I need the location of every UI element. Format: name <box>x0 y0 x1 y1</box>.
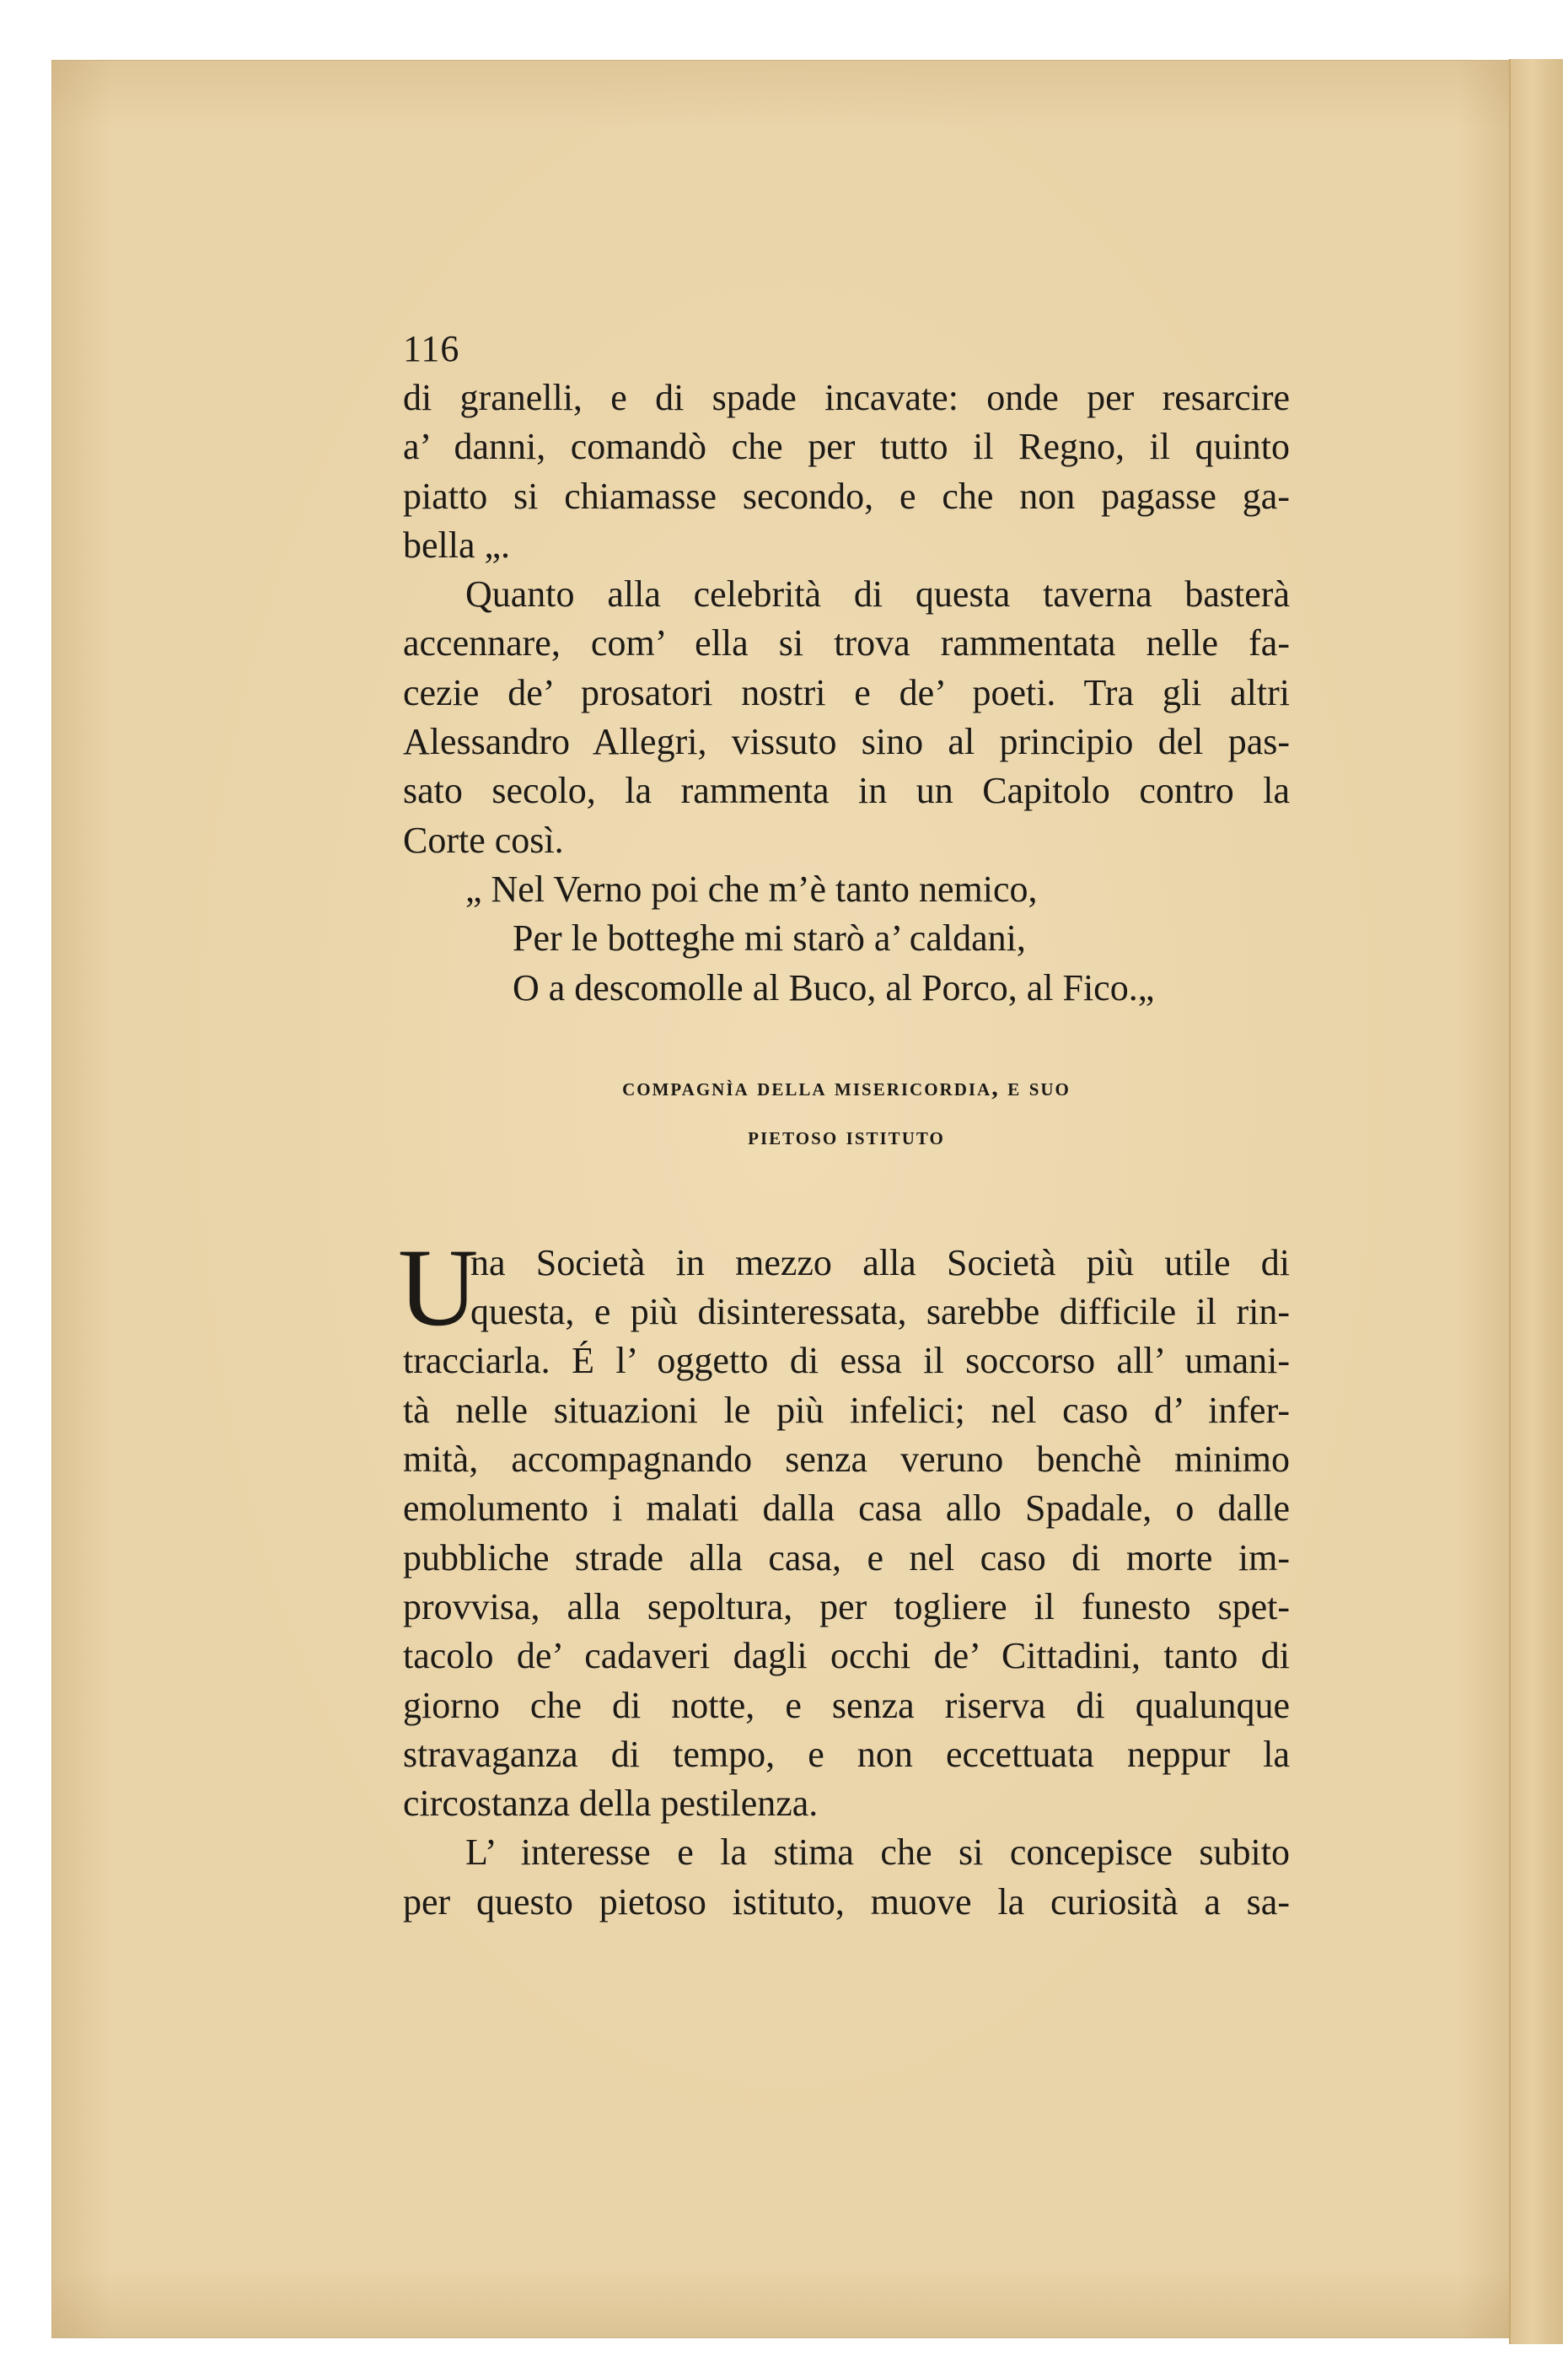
text-line: piatto si chiamasse secondo, e che non pagasse ga- <box>403 475 1290 517</box>
text-line: mità, accompagnando senza veruno benchè minimo <box>403 1439 1290 1481</box>
paragraph-2 <box>403 570 1290 865</box>
text-line: pubbliche strade alla casa, e nel caso di morte im- <box>403 1536 1290 1578</box>
paragraph-1 <box>403 374 1290 570</box>
text-line: per questo pietoso istituto, muove la curiosità a sa- <box>403 1880 1290 1923</box>
section-heading-line-1: compagnìa della misericordia, e suo <box>622 1073 1071 1101</box>
verse-quotation <box>403 865 1290 1013</box>
text-line: Corte così. <box>403 819 564 861</box>
text-line: bella „. <box>403 524 511 566</box>
text-line: na Società in mezzo alla Società più utile di <box>470 1241 1290 1283</box>
text-line: emolumento i malati dalla casa allo Spadale, o dalle <box>403 1487 1290 1530</box>
text-line: provvisa, alla sepoltura, per togliere il funesto spet- <box>403 1585 1290 1627</box>
facing-page-edge <box>1509 59 1563 2344</box>
paragraph-4 <box>403 1828 1290 1927</box>
section-heading-line-2: pietoso istituto <box>748 1121 945 1150</box>
text-line: sato secolo, la rammenta in un Capitolo contro la <box>403 770 1290 812</box>
text-line: Alessandro Allegri, vissuto sino al principio del pas- <box>403 721 1290 763</box>
text-line: questa, e più disinteressata, sarebbe difficile il rin- <box>470 1291 1290 1333</box>
page-number: 116 <box>403 328 460 369</box>
verse-line: O a descomolle al Buco, al Porco, al Fico.„ <box>513 966 1155 1008</box>
drop-cap: U <box>398 1224 479 1349</box>
section-heading <box>403 1063 1290 1161</box>
text-line: stravaganza di tempo, e non eccettuata neppur la <box>403 1733 1290 1775</box>
text-line: a’ danni, comandò che per tutto il Regno, il quinto <box>403 426 1290 468</box>
verse-line: Per le botteghe mi starò a’ caldani, <box>513 917 1026 960</box>
verse-line: „ Nel Verno poi che m’è tanto nemico, <box>465 868 1038 910</box>
text-line: circostanza della pestilenza. <box>403 1783 819 1825</box>
text-line: L’ interesse e la stima che si concepisce subito <box>465 1831 1290 1874</box>
text-line: tacolo de’ cadaveri dagli occhi de’ Cittadini, tanto di <box>403 1635 1290 1677</box>
paragraph-3 <box>398 1224 1290 1829</box>
text-line: tà nelle situazioni le più infelici; nel caso d’ infer- <box>403 1389 1290 1431</box>
text-line: Quanto alla celebrità di questa taverna basterà <box>465 573 1290 616</box>
text-line: accennare, com’ ella si trova rammentata nelle fa- <box>403 622 1290 664</box>
text-line: di granelli, e di spade incavate: onde per resarcire <box>403 377 1290 418</box>
text-line: tracciarla. É l’ oggetto di essa il soccorso all’ umani- <box>403 1340 1290 1382</box>
text-line: cezie de’ prosatori nostri e de’ poeti. Tra gli altri <box>403 671 1290 713</box>
page-text <box>398 325 1290 1927</box>
text-line: giorno che di notte, e senza riserva di qualunque <box>403 1684 1290 1726</box>
